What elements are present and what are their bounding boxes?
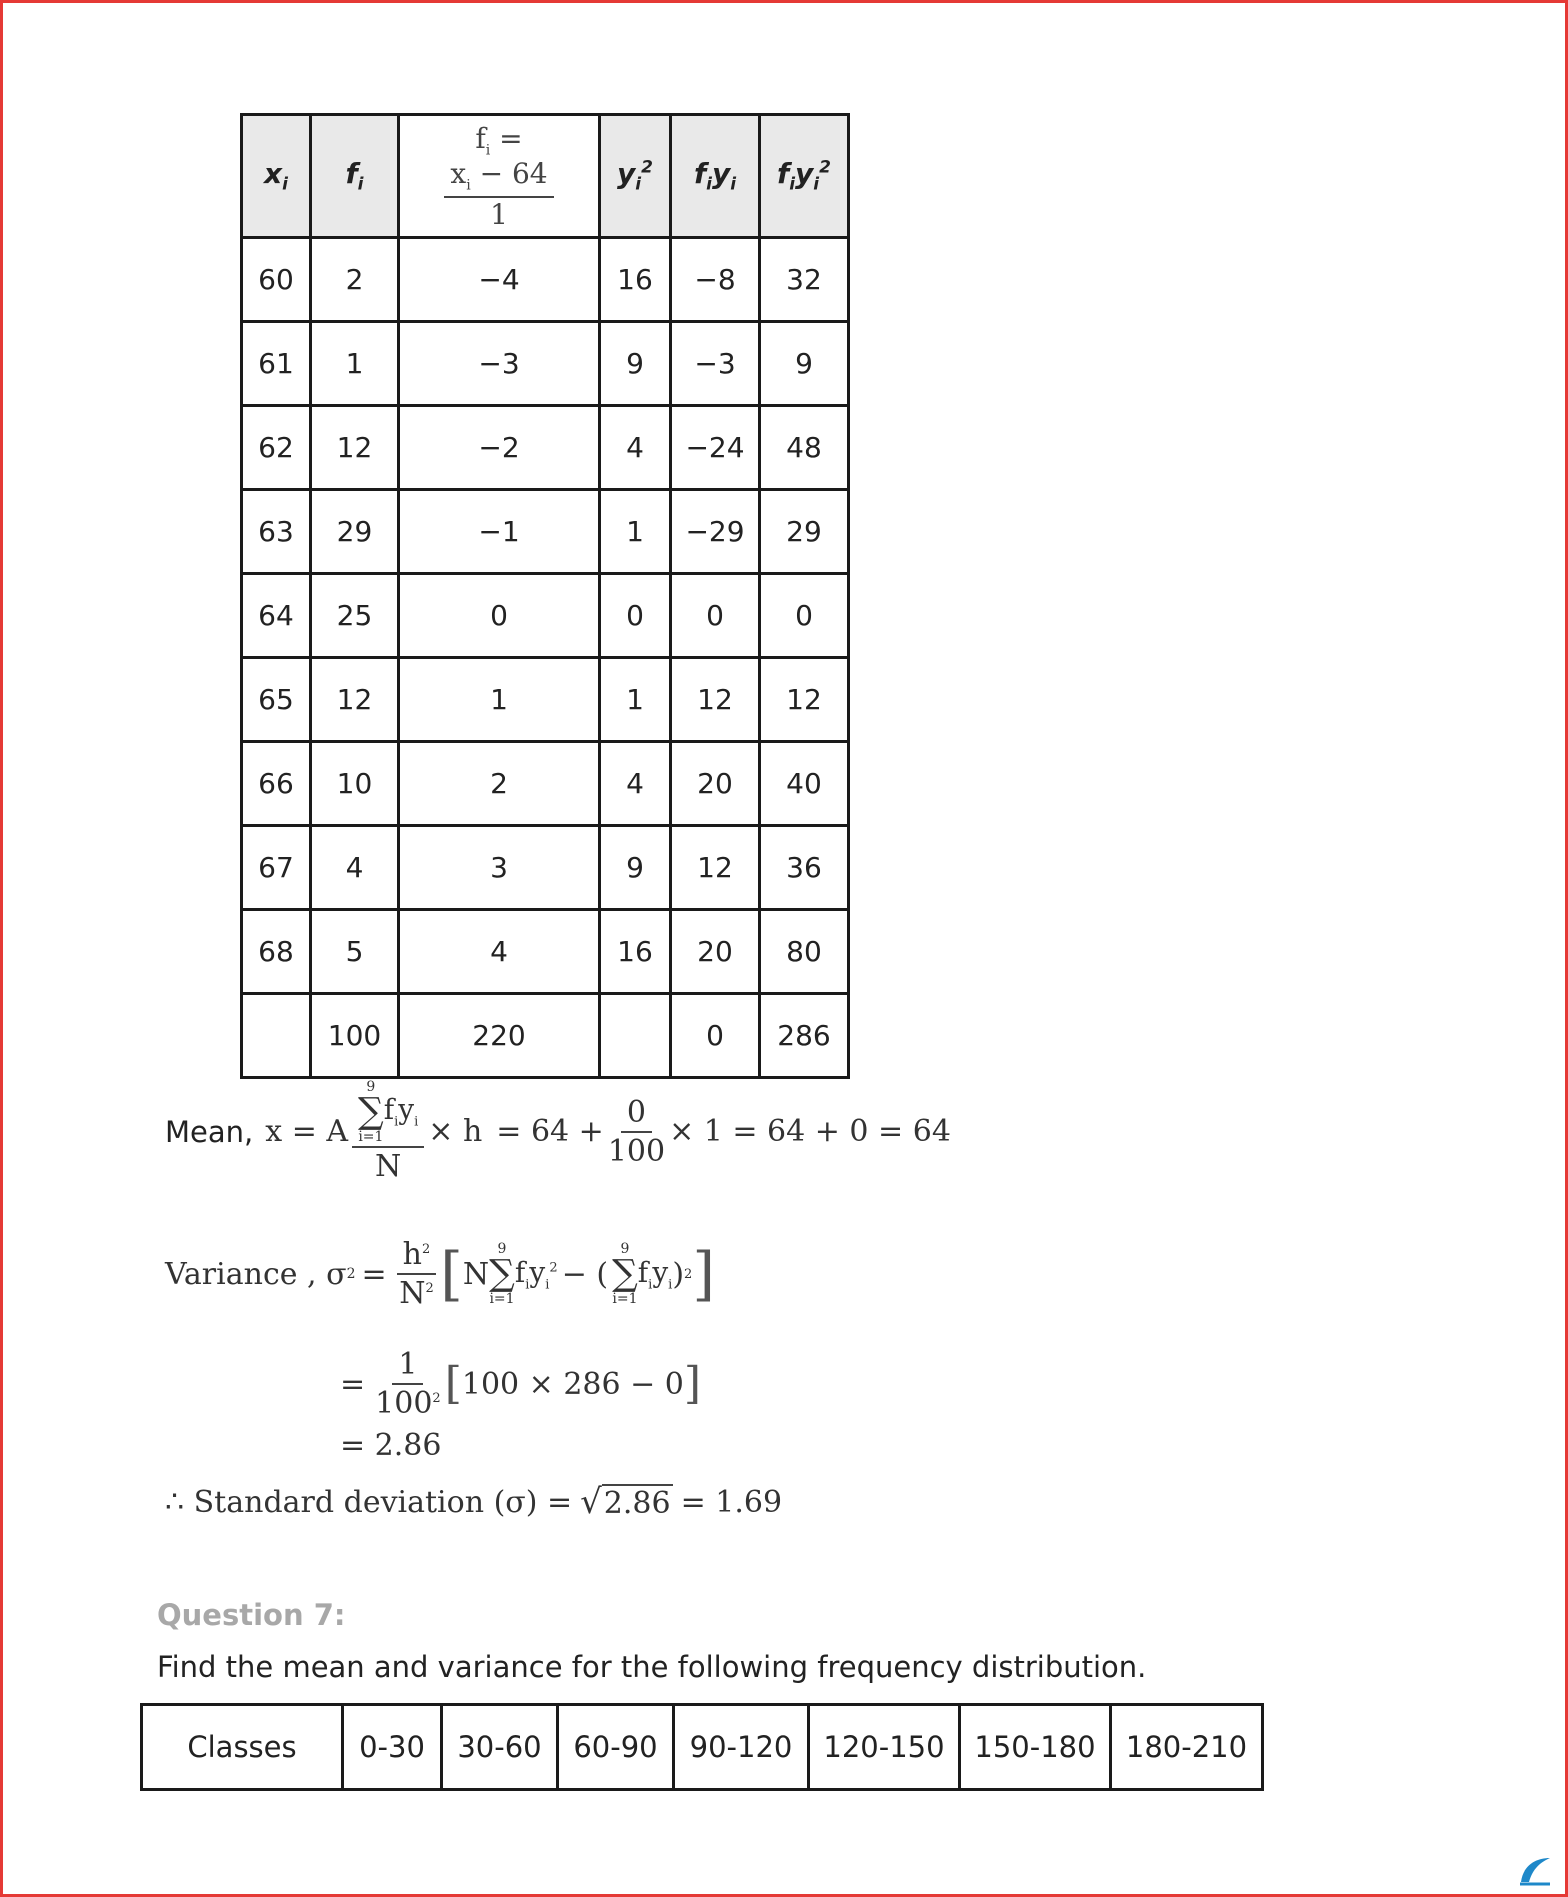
header-yi-squared: $y_i^2$ bbox=[600, 115, 671, 238]
question-label: Question 7: bbox=[157, 1598, 346, 1632]
classes-table bbox=[140, 1703, 1264, 1791]
variance-step-2-fraction: $\frac{1}{100^2}$ bbox=[375, 1347, 441, 1421]
cell: 180-210 bbox=[1111, 1705, 1263, 1790]
mean-fraction: $\frac{0}{100}$ bbox=[607, 1094, 666, 1169]
cell: 12 bbox=[760, 658, 849, 742]
cell: 61 bbox=[242, 322, 311, 406]
cell: 5 bbox=[311, 910, 399, 994]
cell: 0 bbox=[399, 574, 600, 658]
cell: −4 bbox=[399, 238, 600, 322]
cell: Classes bbox=[142, 1705, 343, 1790]
cell: 4 bbox=[600, 742, 671, 826]
cell: 66 bbox=[242, 742, 311, 826]
cell: 60 bbox=[242, 238, 311, 322]
table-row bbox=[242, 826, 849, 910]
cell: 1 bbox=[399, 658, 600, 742]
cell: 32 bbox=[760, 238, 849, 322]
cell: 16 bbox=[600, 910, 671, 994]
cell bbox=[600, 994, 671, 1078]
cell: −29 bbox=[671, 490, 760, 574]
table-header-row bbox=[242, 115, 849, 238]
cell: 1 bbox=[600, 490, 671, 574]
cell: 29 bbox=[311, 490, 399, 574]
publisher-logo-icon bbox=[1517, 1852, 1553, 1888]
cell: 9 bbox=[760, 322, 849, 406]
header-fiyi-squared: $f_iy_i^2$ bbox=[760, 115, 849, 238]
cell: 0 bbox=[671, 574, 760, 658]
standard-deviation: ∴ Standard deviation (σ) = √ 2.86 = 1.69 bbox=[165, 1482, 783, 1522]
cell: 0 bbox=[671, 994, 760, 1078]
table-row bbox=[242, 658, 849, 742]
cell: 80 bbox=[760, 910, 849, 994]
cell: 16 bbox=[600, 238, 671, 322]
cell: 4 bbox=[311, 826, 399, 910]
cell: 0 bbox=[600, 574, 671, 658]
mean-times-h: × h bbox=[428, 1114, 483, 1149]
mean-sum-fraction: 9 ∑ i=1 $f_iy_i$ N bbox=[352, 1080, 424, 1183]
sqrt-icon: √ bbox=[580, 1482, 602, 1522]
cell: 12 bbox=[311, 658, 399, 742]
mean-formula bbox=[165, 1080, 951, 1183]
cell: 36 bbox=[760, 826, 849, 910]
sd-result: = 1.69 bbox=[680, 1484, 783, 1520]
cell: 64 bbox=[242, 574, 311, 658]
cell: 1 bbox=[600, 658, 671, 742]
cell: 30-60 bbox=[442, 1705, 558, 1790]
cell: 12 bbox=[671, 826, 760, 910]
table-total-row bbox=[242, 994, 849, 1078]
table-row bbox=[242, 574, 849, 658]
table-row bbox=[242, 406, 849, 490]
cell: 40 bbox=[760, 742, 849, 826]
mean-lhs: x = A bbox=[265, 1114, 349, 1149]
cell: 9 bbox=[600, 826, 671, 910]
cell: 12 bbox=[311, 406, 399, 490]
frequency-table bbox=[240, 113, 850, 1079]
cell: −3 bbox=[399, 322, 600, 406]
table-row bbox=[242, 322, 849, 406]
cell: 12 bbox=[671, 658, 760, 742]
header-fi: $f_i$ bbox=[311, 115, 399, 238]
question-text: Find the mean and variance for the following frequency distribution. bbox=[157, 1650, 1147, 1684]
mean-label: Mean, bbox=[165, 1114, 254, 1149]
cell: 120-150 bbox=[809, 1705, 960, 1790]
table-row bbox=[242, 238, 849, 322]
cell: 4 bbox=[399, 910, 600, 994]
cell: 20 bbox=[671, 910, 760, 994]
cell: −8 bbox=[671, 238, 760, 322]
cell: −24 bbox=[671, 406, 760, 490]
cell: 25 bbox=[311, 574, 399, 658]
deviation-formula: $f_i$ = $\frac{x_i - 64}{1}$ bbox=[400, 116, 598, 236]
cell: 63 bbox=[242, 490, 311, 574]
cell: −1 bbox=[399, 490, 600, 574]
cell: 2 bbox=[399, 742, 600, 826]
cell: 68 bbox=[242, 910, 311, 994]
cell: 65 bbox=[242, 658, 311, 742]
cell: 20 bbox=[671, 742, 760, 826]
table-row bbox=[142, 1705, 1263, 1790]
cell bbox=[242, 994, 311, 1078]
table-row bbox=[242, 490, 849, 574]
mean-result: × 1 = 64 + 0 = 64 bbox=[669, 1114, 951, 1149]
variance-h-over-n: $\frac{h^2}{N^2}$ bbox=[397, 1238, 437, 1310]
cell: 0 bbox=[760, 574, 849, 658]
variance-formula: Variance , σ 2 = $\frac{h^2}{N^2}$ [ N 9 ∑ i=1 $f_iy_i^2$ − ( 9 ∑ i=1 $f_iy_i$ ) 2 ] bbox=[165, 1237, 715, 1311]
cell: 29 bbox=[760, 490, 849, 574]
cell: 1 bbox=[311, 322, 399, 406]
cell: 150-180 bbox=[960, 1705, 1111, 1790]
cell: 10 bbox=[311, 742, 399, 826]
cell: −3 bbox=[671, 322, 760, 406]
variance-label: Variance , σ bbox=[165, 1256, 347, 1292]
cell: 2 bbox=[311, 238, 399, 322]
cell: 220 bbox=[399, 994, 600, 1078]
cell: 60-90 bbox=[558, 1705, 674, 1790]
cell: 0-30 bbox=[343, 1705, 442, 1790]
mean-eq1: = 64 + bbox=[496, 1114, 604, 1149]
header-xi: $x_i$ bbox=[242, 115, 311, 238]
variance-step-2: = $\frac{1}{100^2}$ [ 100 × 286 − 0 ] bbox=[340, 1347, 702, 1421]
table-row bbox=[242, 742, 849, 826]
cell: 62 bbox=[242, 406, 311, 490]
cell: −2 bbox=[399, 406, 600, 490]
cell: 286 bbox=[760, 994, 849, 1078]
header-fiyi: $f_iy_i$ bbox=[671, 115, 760, 238]
cell: 4 bbox=[600, 406, 671, 490]
sd-label: ∴ Standard deviation (σ) = bbox=[165, 1484, 573, 1520]
cell: 90-120 bbox=[674, 1705, 809, 1790]
cell: 100 bbox=[311, 994, 399, 1078]
cell: 48 bbox=[760, 406, 849, 490]
cell: 3 bbox=[399, 826, 600, 910]
table-row bbox=[242, 910, 849, 994]
cell: 67 bbox=[242, 826, 311, 910]
cell: 9 bbox=[600, 322, 671, 406]
variance-result: = 2.86 bbox=[340, 1428, 442, 1463]
header-formula bbox=[399, 115, 600, 238]
